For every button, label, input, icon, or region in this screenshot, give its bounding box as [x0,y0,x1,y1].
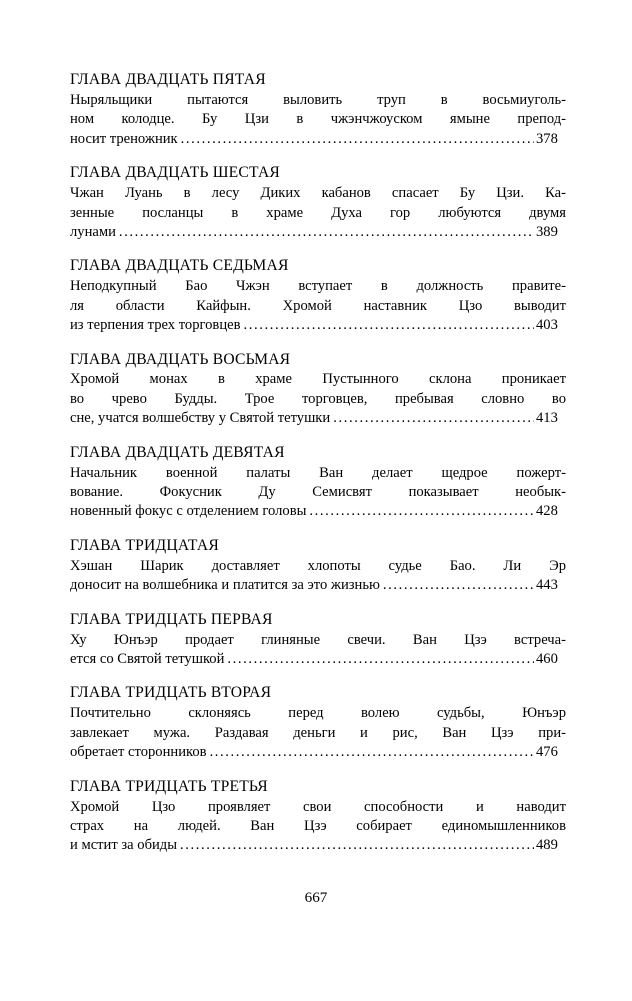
toc-entry-description-tail: из терпения трех торговцев [70,317,241,334]
toc-entry[interactable] [70,683,566,762]
dot-leader [227,650,534,669]
toc-entry-description-line: ля области Кайфын. Хромой наставник Цзо выводит [70,297,566,314]
toc-entry-description-line: Неподкупный Бао Чжэн вступает в должность правите- [70,278,566,295]
toc-entry-title: ГЛАВА ДВАДЦАТЬ ШЕСТАЯ [70,164,281,182]
toc-entry-page-number: 378 [536,130,558,147]
toc-entry-description [70,277,566,335]
toc-entry-description-line: Ху Юнъэр продает глиняные свечи. Ван Цзэ встреча- [70,631,566,648]
toc-entry-title: ГЛАВА ДВАДЦАТЬ ПЯТАЯ [70,71,266,88]
toc-entry-page-number: 389 [536,223,558,240]
toc-entry-description [70,464,566,522]
toc-entry-description [70,557,566,596]
toc-entry-description-line: Начальник военной палаты Ван делает щедрое пожерт- [70,464,566,481]
toc-entry-description [70,631,566,670]
toc-entry-page-number: 460 [536,650,558,667]
toc-entry-title: ГЛАВА ТРИДЦАТАЯ [70,536,219,554]
toc-entry-description-tail: лунами [70,223,116,240]
toc-entry-page-number: 489 [536,837,558,854]
toc-entry-description-tail: сне, учатся волшебству у Святой тетушки [70,410,331,427]
dot-leader [383,576,534,595]
toc-entry[interactable] [70,777,566,856]
toc-entry[interactable] [70,70,566,149]
toc-entry-description-tail: ется со Святой тетушкой [70,650,225,667]
toc-entry-page-number: 403 [536,317,558,334]
toc-entry-description-line: Хромой монах в храме Пустынного склона проникает [70,371,566,388]
toc-entry-description-line: завлекает мужа. Раздавая деньги и рис, Ван Цзэ при- [70,724,566,741]
toc-entry-description-tail: обретает сторонников [70,744,207,761]
toc-entry-last-line [70,650,566,669]
toc-entry-description [70,91,566,149]
dot-leader [309,502,534,521]
toc-entry-description-tail: и мстит за обиды [70,837,178,854]
page-number: 667 [304,889,328,906]
toc-entry-description-tail: новенный фокус с отделением головы [70,503,307,520]
toc-entry-description-line: Ныряльщики пытаются выловить труп в восьмиуголь- [70,91,566,108]
toc-entry-title: ГЛАВА ТРИДЦАТЬ ПЕРВАЯ [70,610,273,628]
dot-leader [119,223,534,242]
dot-leader [181,130,534,149]
toc-entry[interactable] [70,536,566,596]
toc-entry-description-line: Хромой Цзо проявляет свои способности и наводит [70,798,566,815]
toc-entry-last-line [70,576,566,595]
dot-leader [244,316,535,335]
toc-entry-description-line: Хэшан Шарик доставляет хлопоты судье Бао. Ли Эр [70,557,566,574]
dot-leader [180,836,534,855]
toc-entry-page-number: 476 [536,744,558,761]
toc-entry-last-line [70,409,566,428]
toc-entry-last-line [70,223,566,242]
toc-entry-page-number: 428 [536,503,558,520]
toc-entry-last-line [70,316,566,335]
toc-entry-last-line [70,130,566,149]
toc-entry-title: ГЛАВА ДВАДЦАТЬ СЕДЬМАЯ [70,257,289,275]
toc-entry-description-line: Почтительно склоняясь перед волею судьбы, Юнъэр [70,705,566,722]
toc-entry-title: ГЛАВА ТРИДЦАТЬ ВТОРАЯ [70,684,272,702]
toc-entry-page-number: 443 [536,577,558,594]
toc-entry-description-line: страх на людей. Ван Цзэ собирает единомышленников [70,817,566,834]
toc-entry-last-line [70,743,566,762]
toc-entry-description [70,798,566,856]
toc-entry-description [70,704,566,762]
toc-entry-description-tail: доносит на волшебника и платится за это жизнью [70,577,380,594]
toc-entry-last-line [70,836,566,855]
toc-entry-title: ГЛАВА ТРИДЦАТЬ ТРЕТЬЯ [70,777,268,795]
dot-leader [210,743,534,762]
toc-entry[interactable] [70,610,566,670]
toc-entry-description [70,370,566,428]
toc-entry-title: ГЛАВА ДВАДЦАТЬ ВОСЬМАЯ [70,350,291,368]
toc-entry-description-line: во чрево Будды. Трое торговцев, пребывая словно во [70,390,566,407]
toc-entry-description-tail: носит треножник [70,130,178,147]
toc-entry-last-line [70,502,566,521]
toc-entry[interactable] [70,163,566,242]
dot-leader [333,409,534,428]
toc-entry-description-line: зенные посланцы в храме Духа гор любуются двумя [70,204,566,221]
toc-entry-description-line: Чжан Луань в лесу Диких кабанов спасает Бу Цзи. Ка- [70,185,566,202]
toc-entry[interactable] [70,256,566,335]
toc-entry[interactable] [70,443,566,522]
toc-entry-description [70,184,566,242]
toc-entry-description-line: вование. Фокусник Ду Семисвят показывает необык- [70,484,566,501]
table-of-contents [70,70,566,856]
toc-entry-description-line: ном колодце. Бу Цзи в чжэнчжоуском ямыне препод- [70,111,566,128]
toc-entry[interactable] [70,350,566,429]
toc-entry-title: ГЛАВА ДВАДЦАТЬ ДЕВЯТАЯ [70,443,285,461]
toc-entry-page-number: 413 [536,410,558,427]
